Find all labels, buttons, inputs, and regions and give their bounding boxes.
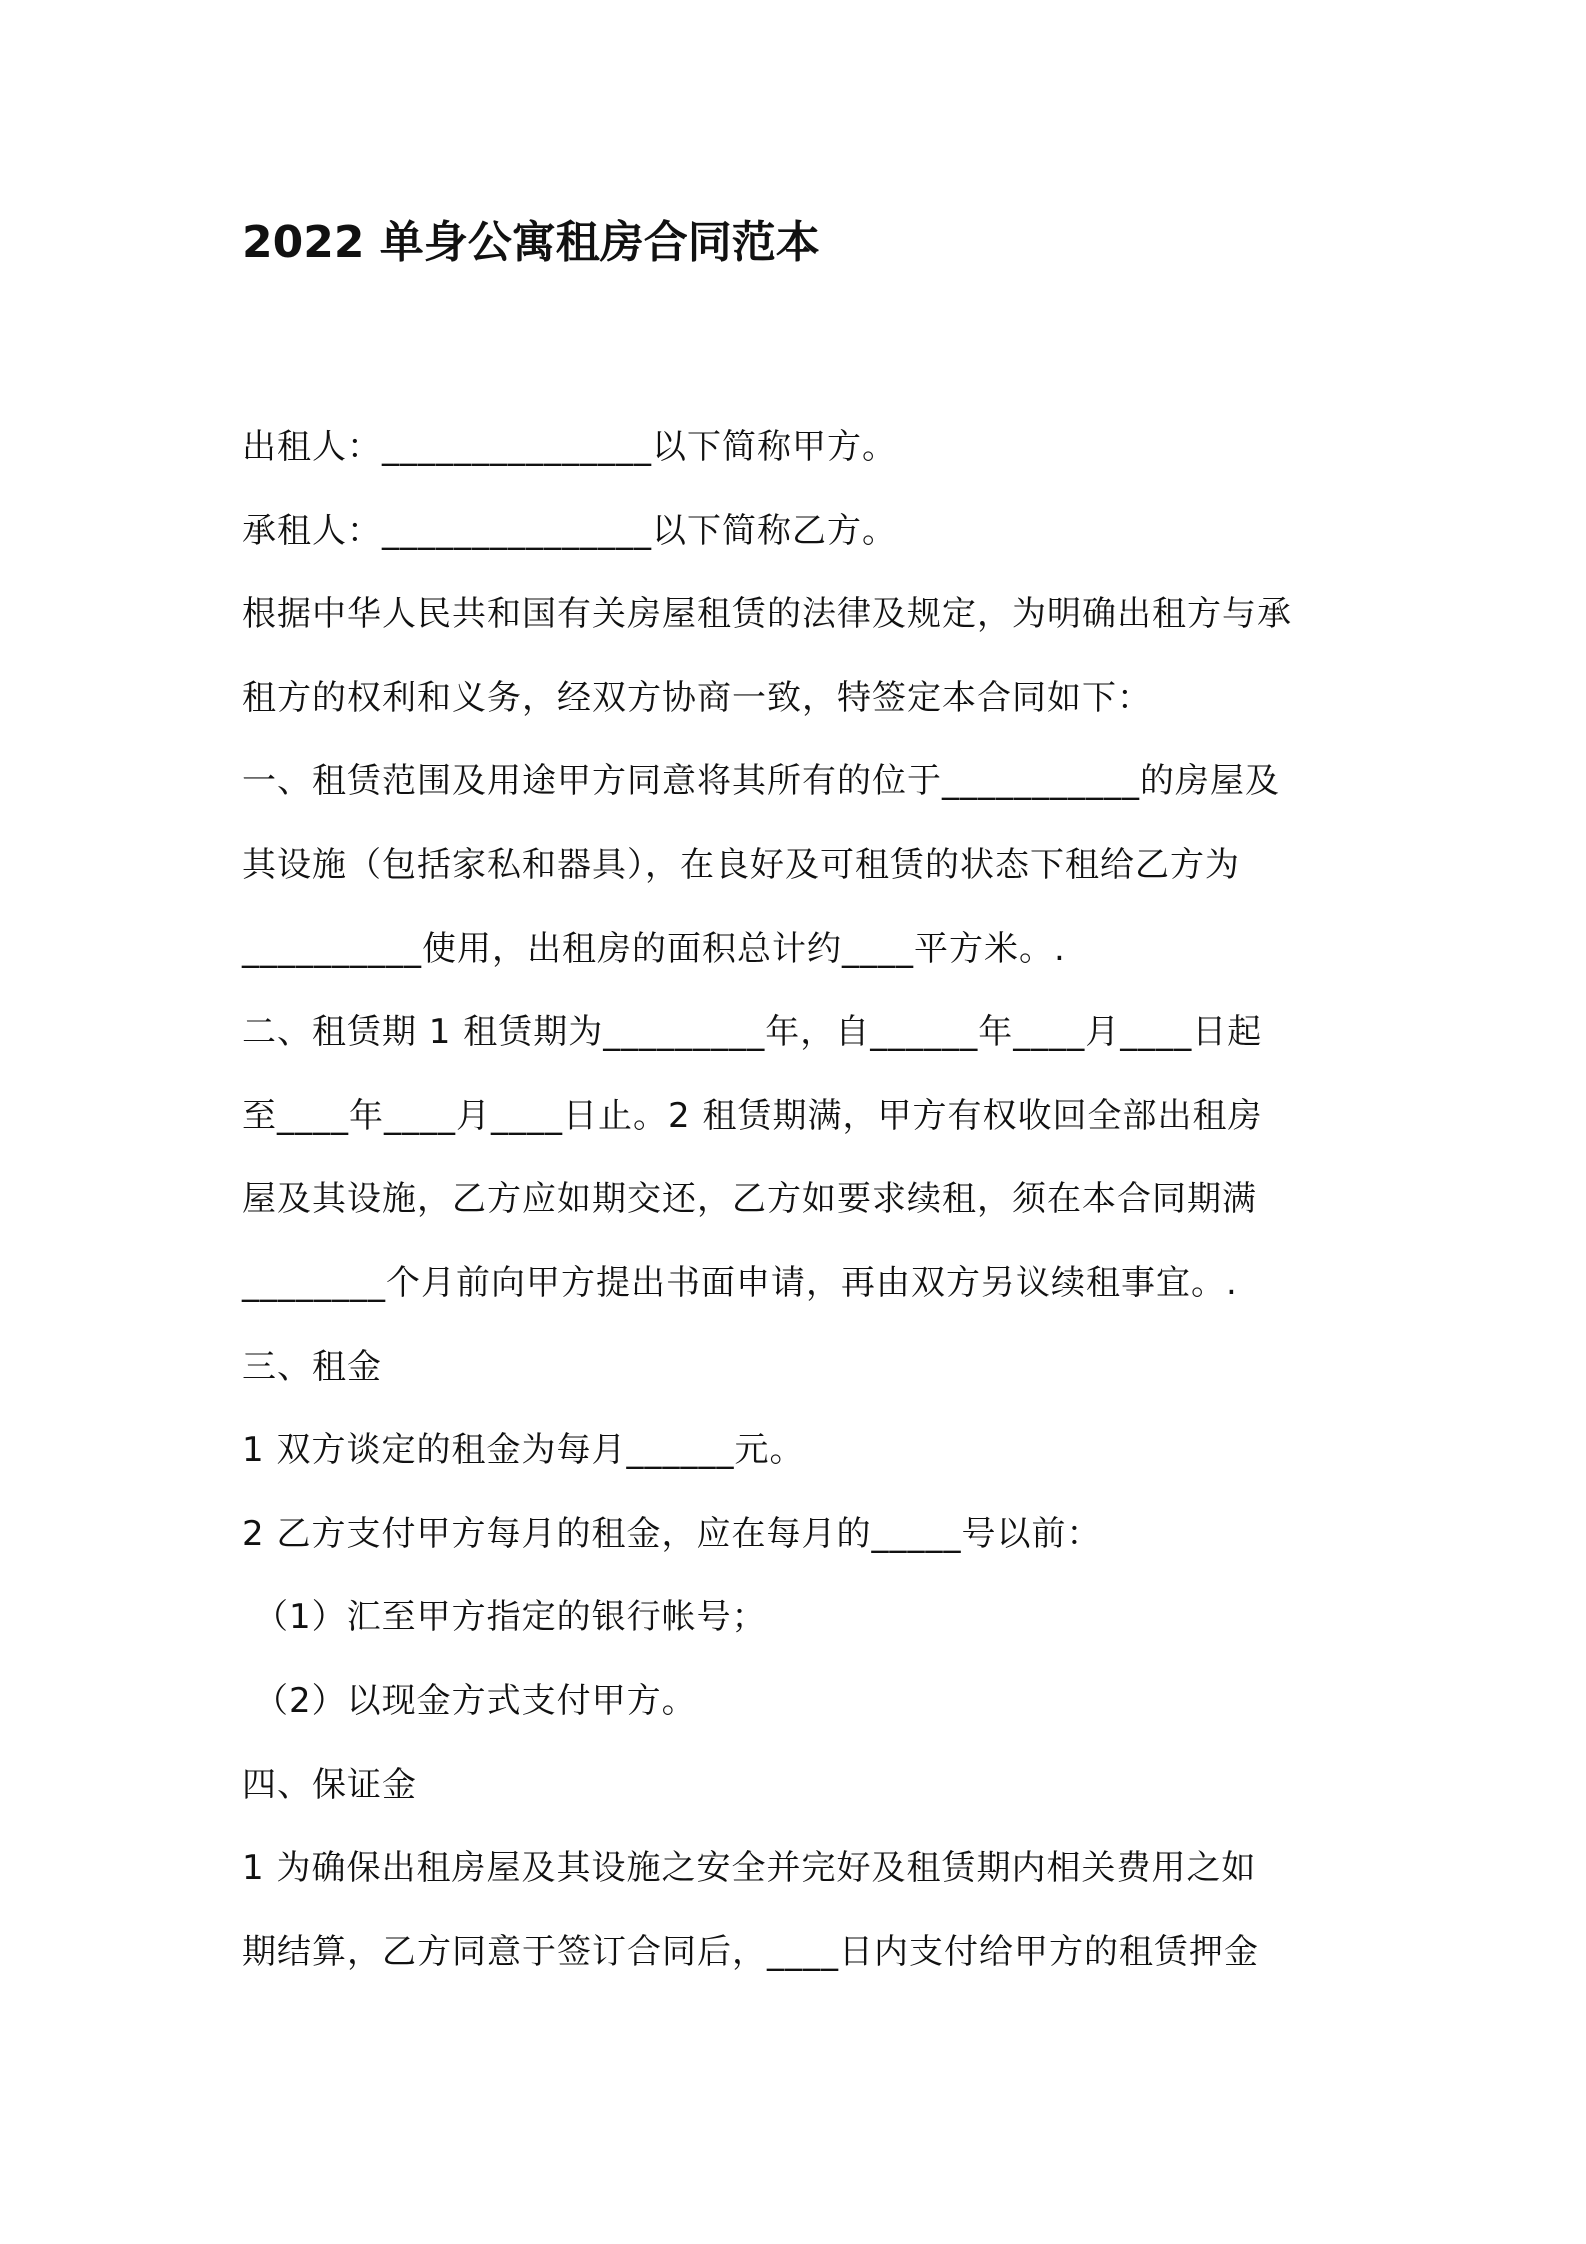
section-1-line-2: 其设施（包括家私和器具），在良好及可租赁的状态下租给乙方为 — [242, 844, 1240, 885]
deposit-clause-line-1: 1 为确保出租房屋及其设施之安全并完好及租赁期内相关费用之如 — [242, 1848, 1257, 1889]
deposit-clause-line-2: 期结算，乙方同意于签订合同后，____日内支付给甲方的租赁押金 — [242, 1931, 1259, 1972]
preamble-line-2: 租方的权利和义务，经双方协商一致，特签定本合同如下： — [242, 677, 1152, 718]
section-1-line-3: __________使用，出租房的面积总计约____平方米。. — [242, 928, 1066, 969]
document-body — [242, 406, 1362, 1994]
payment-option-1: （1）汇至甲方指定的银行帐号； — [254, 1597, 767, 1638]
section-2-line-2: 至____年____月____日止。2 租赁期满，甲方有权收回全部出租房 — [242, 1095, 1263, 1136]
preamble-line-1: 根据中华人民共和国有关房屋租赁的法律及规定，为明确出租方与承 — [242, 594, 1292, 635]
section-4-heading: 四、保证金 — [242, 1764, 417, 1805]
document-title: 2022 单身公寓租房合同范本 — [242, 217, 820, 268]
rent-clause-1: 1 双方谈定的租金为每月______元。 — [242, 1430, 805, 1471]
payment-option-2: （2）以现金方式支付甲方。 — [254, 1680, 697, 1721]
section-2-line-3: 屋及其设施，乙方应如期交还，乙方如要求续租，须在本合同期满 — [242, 1179, 1257, 1220]
section-2-line-4: ________个月前向甲方提出书面申请，再由双方另议续租事宜。. — [242, 1262, 1238, 1303]
lessee-line: 承租人：_______________以下简称乙方。 — [242, 510, 897, 551]
lessor-line: 出租人：_______________以下简称甲方。 — [242, 427, 897, 467]
section-1-line-1: 一、租赁范围及用途甲方同意将其所有的位于___________的房屋及 — [242, 761, 1280, 802]
rent-clause-2: 2 乙方支付甲方每月的租金，应在每月的_____号以前： — [242, 1513, 1102, 1554]
section-3-heading: 三、租金 — [242, 1346, 382, 1387]
section-2-line-1: 二、租赁期 1 租赁期为_________年，自______年____月____日起 — [242, 1012, 1263, 1053]
